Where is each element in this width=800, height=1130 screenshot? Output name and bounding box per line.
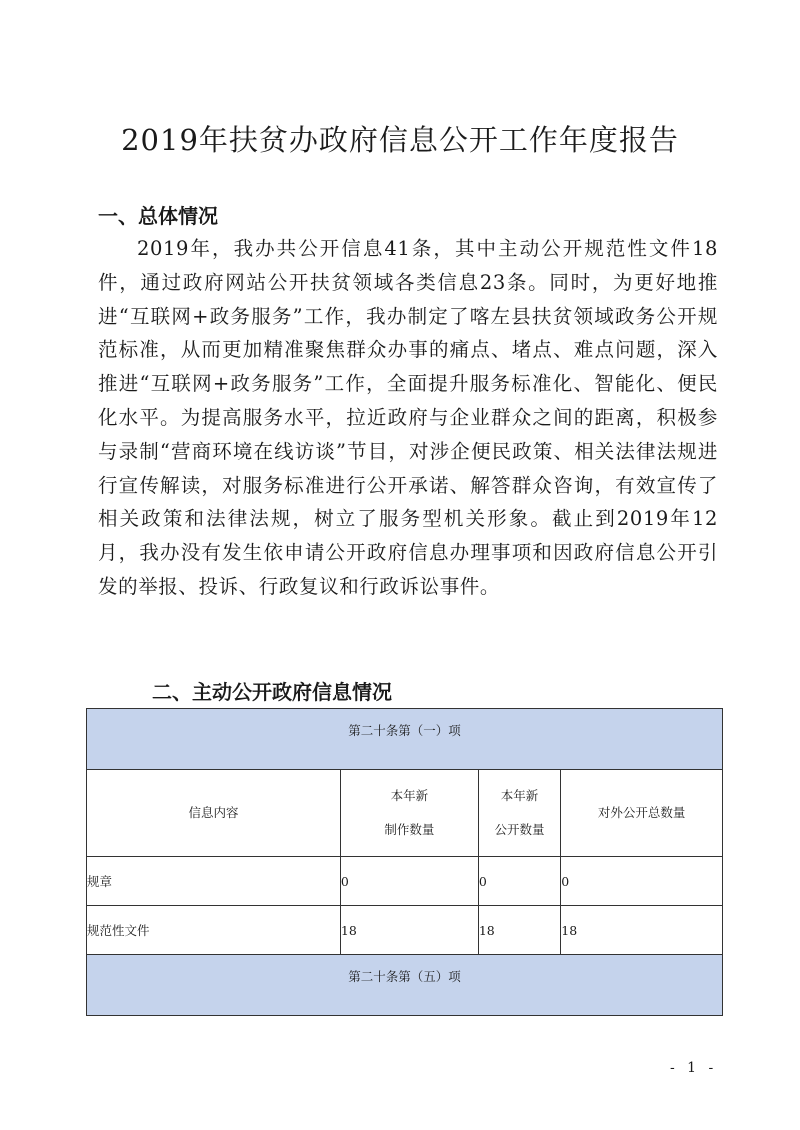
- band-heading-item-5: 第二十条第（五）项: [87, 955, 723, 1016]
- table-row: [87, 857, 723, 906]
- header-new-published: [478, 770, 560, 857]
- disclosure-table: [86, 708, 723, 1016]
- row-label: 规章: [87, 857, 341, 906]
- header-total-published: 对外公开总数量: [561, 770, 723, 857]
- row-made: 0: [340, 857, 478, 906]
- overview-paragraph: 2019年，我办共公开信息41条，其中主动公开规范性文件18件，通过政府网站公开扶贫领域各类信息23条。同时，为更好地推进“互联网+政务服务”工作，我办制定了喀左县扶贫领域政务公开规范标准，从而更加精准聚焦群众办事的痛点、堵点、难点问题，深入推进“互联网+政务服务”工作，全面提升服务标准化、智能化、便民化水平。为提高服务水平，拉近政府与企业群众之间的距离，积极参与录制“营商环境在线访谈”节目，对涉企便民政策、相关法律法规进行宣传解读，对服务标准进行公开承诺、解答群众咨询，有效宣传了相关政策和法律法规，树立了服务型机关形象。截止到2019年12月，我办没有发生依申请公开政府信息办理事项和因政府信息公开引发的举报、投诉、行政复议和行政诉讼事件。: [98, 237, 718, 598]
- header-new-made-line2: 制作数量: [384, 822, 435, 837]
- row-label: 规范性文件: [87, 906, 341, 955]
- header-new-published-line1: 本年新: [500, 788, 539, 803]
- header-info-content: 信息内容: [87, 770, 341, 857]
- table-header-row: [87, 770, 723, 857]
- page-title: 2019年扶贫办政府信息公开工作年度报告: [121, 123, 679, 157]
- header-new-published-line2: 公开数量: [494, 822, 545, 837]
- row-published: 18: [478, 906, 560, 955]
- row-published: 0: [478, 857, 560, 906]
- header-new-made-line1: 本年新: [390, 788, 429, 803]
- row-total: 0: [561, 857, 723, 906]
- table-band-row: [87, 709, 723, 770]
- header-new-made: [340, 770, 478, 857]
- table-band-row: [87, 955, 723, 1016]
- table-row: [87, 906, 723, 955]
- page-number: - 1 -: [670, 1060, 718, 1076]
- section-heading-proactive-disclosure: 二、主动公开政府信息情况: [152, 680, 392, 704]
- row-made: 18: [340, 906, 478, 955]
- band-heading-item-1: 第二十条第（一）项: [87, 709, 723, 770]
- row-total: 18: [561, 906, 723, 955]
- section-heading-overview: 一、总体情况: [98, 204, 218, 228]
